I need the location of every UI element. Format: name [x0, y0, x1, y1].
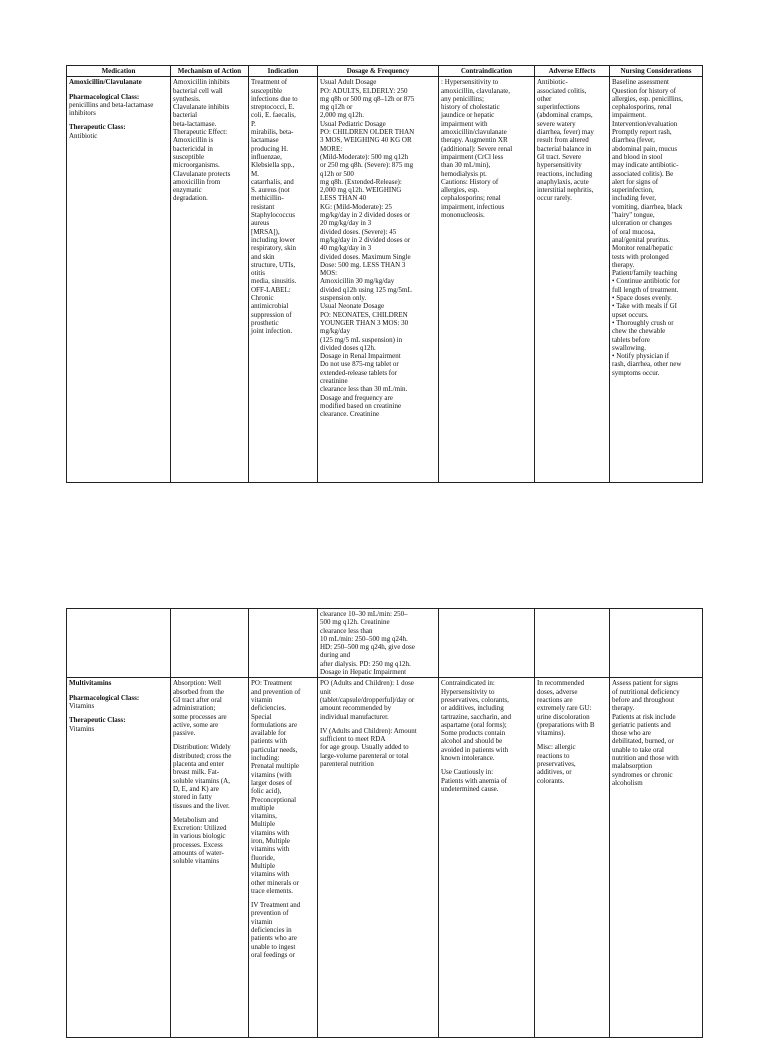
drug-name: Amoxicillin/Clavulanate	[69, 78, 142, 87]
adverse-misc: Misc: allergic reactions to preservatives, additives, or colorants.	[537, 743, 576, 785]
mechanism-distribution: Distribution: Widely distributed; cross the placenta and enter breast milk. Fat- soluble vitamins (A, D, E, and K) are stored in fatty tissues and the liver.	[173, 743, 232, 810]
contraindicated-in: Contraindicated in: Hypersensitivity to preservatives, colorants, or additives, including tartrazine, saccharin, and aspartame (oral forms); Some products contain alcohol and should be avoided in patients with known intolerance.	[441, 679, 511, 763]
mechanism-metabolism: Metabolism and Excretion: Utilized in various biologic processes. Excess amounts of water- soluble vitamins	[173, 815, 227, 866]
pharm-class-label: Pharmacological Class:	[69, 693, 140, 702]
cell-empty	[535, 609, 610, 678]
therapeutic-class-label: Therapeutic Class:	[69, 716, 126, 725]
cell-empty	[610, 609, 703, 678]
header-medication: Medication	[67, 66, 171, 77]
cell-mechanism: Amoxicillin inhibits bacterial cell wall synthesis. Clavulanate inhibits bacterial beta-lactamase. Therapeutic Effect: Amoxicillin is bactericidal in susceptible microorganisms. Clavulanate protects amoxicillin from enzymatic degradation.	[171, 77, 249, 483]
table-row-continuation	[67, 609, 703, 678]
cell-indication	[249, 678, 318, 1038]
cell-indication: Treatment of susceptible infections due to streptococci, E. coli, E. faecalis, P. mirabilis, beta- lactamase producing H. influenzae, Klebsiella spp., M. catarrhalis, and S. aureus (not methicillin- resistant Staphylococcus aureus [MRSA]), including lower respiratory, skin and skin structure, UTIs, otitis media, sinusitis. OFF-LABEL: Chronic antimicrobial suppression of prosthetic joint infection.	[249, 77, 318, 483]
header-mechanism: Mechanism of Action	[171, 66, 249, 77]
drug-table-page-1	[66, 65, 703, 483]
pharm-class-label: Pharmacological Class:	[69, 92, 140, 101]
mechanism-absorption: Absorption: Well absorbed from the GI tract after oral administration; some processes are active, some are passive.	[173, 679, 227, 738]
therapeutic-class-value: Vitamins	[69, 724, 95, 733]
cell-dosage-continued: clearance 10–30 mL/min: 250– 500 mg q12h. Creatinine clearance less than 10 mL/min: 250–500 mg q24h. HD: 250–500 mg q24h, give dose during and after dialysis. PD: 250 mg q12h. Dosage in Hepatic Impairment	[318, 609, 439, 678]
header-indication: Indication	[249, 66, 318, 77]
pharm-class-value: Vitamins	[69, 701, 95, 710]
cell-nursing-considerations: Baseline assessment Question for history of allergies, esp. penicillins, cephalosporins, renal impairment. Intervention/evaluation Promptly report rash, diarrhea (fever, abdominal pain, mucus and blood in stool may indicate antibiotic- associated colitis). Be alert for signs of superinfection, including fever, vomiting, diarrhea, black "hairy" tongue, ulceration or changes of oral mucosa, anal/genital pruritus. Monitor renal/hepatic tests with prolonged therapy. Patient/family teaching • Continue antibiotic for full length of treatment. • Space doses evenly. • Take with meals if GI upset occurs. • Thoroughly crush or chew the chewable tablets before swallowing. • Notify physician if rash, diarrhea, other new symptoms occur.	[610, 77, 703, 483]
adverse-gu: In recommended doses, adverse reactions are extremely rare GU: urine discoloration (preparations with B vitamins).	[537, 679, 595, 738]
table-header-row	[67, 66, 703, 77]
indication-iv: IV Treatment and prevention of vitamin deficiencies in patients who are unable to ingest oral feedings or	[251, 901, 301, 959]
cell-empty	[171, 609, 249, 678]
cell-empty	[249, 609, 318, 678]
header-contraindication: Contraindication	[439, 66, 535, 77]
cell-dosage: Usual Adult Dosage PO: ADULTS, ELDERLY: 250 mg q8h or 500 mg q8–12h or 875 mg q12h or 2,000 mg q12h. Usual Pediatric Dosage PO: CHILDREN OLDER THAN 3 MOS, WEIGHING 40 KG OR MORE: (Mild-Moderate): 500 mg q12h or 250 mg q8h. (Severe): 875 mg q12h or 500 mg q8h. (Extended-Release): 2,000 mg q12h. WEIGHING LESS THAN 40 KG: (Mild-Moderate): 25 mg/kg/day in 2 divided doses or 20 mg/kg/day in 3 divided doses. (Severe): 45 mg/kg/day in 2 divided doses or 40 mg/kg/day in 3 divided doses. Maximum Single Dose: 500 mg. LESS THAN 3 MOS: Amoxicillin 30 mg/kg/day divided q12h using 125 mg/5mL suspension only. Usual Neonate Dosage PO: NEONATES, CHILDREN YOUNGER THAN 3 MOS: 30 mg/kg/day (125 mg/5 mL suspension) in divided doses q12h. Dosage in Renal Impairment Do not use 875-mg tablet or extended-release tablets for creatinine clearance less than 30 mL/min. Dosage and frequency are modified based on creatinine clearance. Creatinine	[318, 77, 439, 483]
cell-mechanism	[171, 678, 249, 1038]
cell-adverse-effects: Antibiotic- associated colitis, other superinfections (abdominal cramps, severe watery diarrhea, fever) may result from altered bacterial balance in GI tract. Severe hypersensitivity reactions, including anaphylaxis, acute interstitial nephritis, occur rarely.	[535, 77, 610, 483]
drug-name: Multivitamins	[69, 679, 112, 688]
pharm-class-value: penicillins and beta-lactamase inhibitors	[69, 100, 154, 118]
dosage-po: PO (Adults and Children): 1 dose unit (tablet/capsule/dropperful)/day or amount recommended by individual manufacturer.	[320, 679, 415, 721]
header-dosage: Dosage & Frequency	[318, 66, 439, 77]
cell-contraindication: : Hypersensitivity to amoxicillin, clavulanate, any penicillins; history of cholestatic jaundice or hepatic impairment with amoxicillin/clavulanate therapy. Augmentin XR (additional): Severe renal impairment (CrCl less than 30 mL/min), hemodialysis pt. Cautions: History of allergies, esp. cephalosporins; renal impairment, infectious mononucleosis.	[439, 77, 535, 483]
header-adverse-effects: Adverse Effects	[535, 66, 610, 77]
table-row-multivitamins	[67, 678, 703, 1038]
header-nursing-considerations: Nursing Considerations	[610, 66, 703, 77]
indication-po: PO: Treatment and prevention of vitamin deficiencies. Special formulations are available for patients with particular needs, including: Prenatal multiple vitamins (with larger doses of folic acid), Preconceptional multiple vitamins, Multiple vitamins with iron, Multiple vitamins with fluoride, Multiple vitamins with other minerals or trace elements.	[251, 679, 301, 895]
use-cautiously-in: Use Cautiously in: Patients with anemia of undetermined cause.	[441, 768, 507, 793]
cell-medication	[67, 678, 171, 1038]
drug-table-page-2	[66, 608, 703, 1038]
cell-empty	[439, 609, 535, 678]
dosage-iv: IV (Adults and Children): Amount sufficient to meet RDA for age group. Usually added to large-volume parenteral or total parenteral nutrition	[320, 726, 417, 769]
table-row-amoxicillin	[67, 77, 703, 483]
cell-nursing-considerations: Assess patient for signs of nutritional deficiency before and throughout therapy. Patients at risk include geriatric patients and those who are debilitated, burned, or unable to take oral nutrition and those with malabsorption syndromes or chronic alcoholism	[610, 678, 703, 1038]
cell-contraindication	[439, 678, 535, 1038]
cell-dosage	[318, 678, 439, 1038]
therapeutic-class-value: Antibiotic	[69, 131, 98, 140]
cell-adverse-effects	[535, 678, 610, 1038]
cell-empty	[67, 609, 171, 678]
therapeutic-class-label: Therapeutic Class:	[69, 123, 126, 132]
cell-medication	[67, 77, 171, 483]
